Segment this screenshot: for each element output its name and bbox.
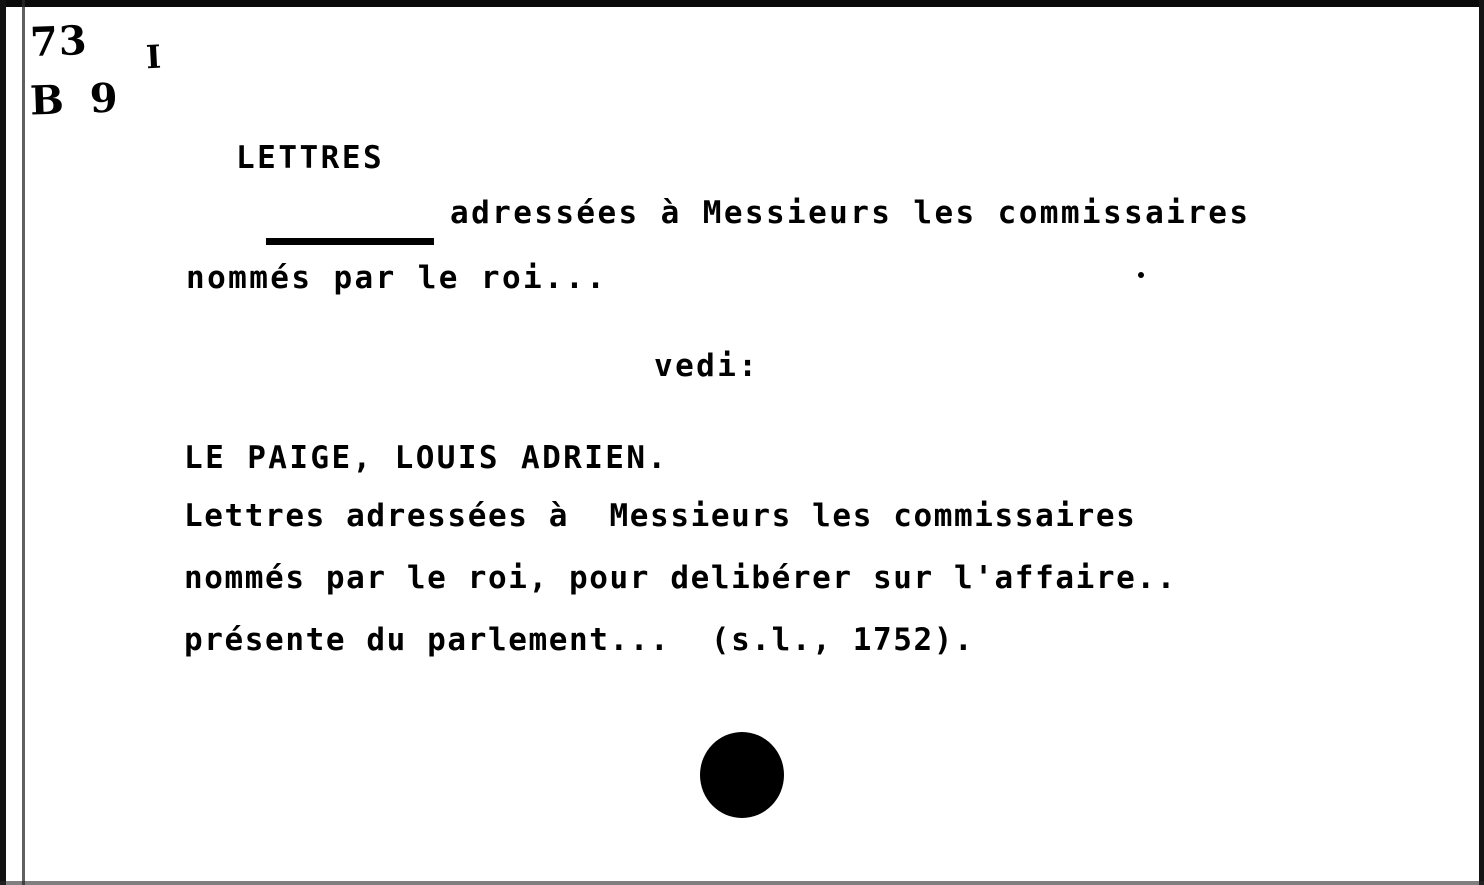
subtitle-line-2: nommés par le roi...: [186, 260, 608, 296]
card-left-inner-border: [22, 0, 25, 885]
shelfmark-line-2: B 9: [29, 74, 125, 125]
card-top-border: [0, 0, 1484, 7]
card-right-border: [1479, 0, 1484, 885]
cross-reference-label: vedi:: [654, 348, 760, 384]
subtitle-line-1: adressées à Messieurs les commissaires: [450, 195, 1251, 231]
shelfmark-roman-numeral: I: [145, 37, 162, 77]
title-line-3: présente du parlement... (s.l., 1752).: [184, 622, 975, 658]
card-bottom-border: [0, 881, 1484, 885]
ink-speck: [1138, 272, 1144, 278]
title-line-2: nommés par le roi, pour delibérer sur l'affaire..: [184, 560, 1177, 596]
heading-underline-rule: [266, 238, 434, 245]
card-left-border: [0, 0, 6, 885]
ink-dot: [700, 732, 784, 818]
title-line-1: Lettres adressées à Messieurs les commissaires: [184, 498, 1137, 534]
shelfmark-line-1: 73: [29, 17, 89, 66]
author-heading: LE PAIGE, LOUIS ADRIEN.: [184, 440, 669, 476]
card-heading: LETTRES: [236, 140, 385, 176]
